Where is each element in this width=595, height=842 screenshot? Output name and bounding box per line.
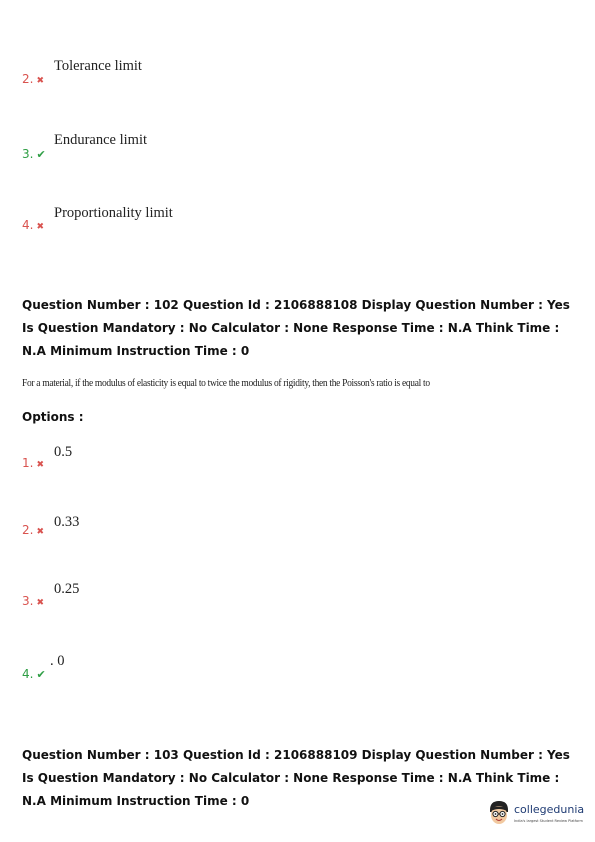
question-102-header: Question Number : 102 Question Id : 2106888108 Display Question Number : Yes Is Question Mandatory : No Calculator : None Response Time : N.A Think Time : N.A Minimum Instruction Time : 0 (22, 298, 570, 358)
check-mark-icon: ✔ (36, 148, 46, 161)
option-number: 3. ✖ (22, 594, 44, 608)
option-text: . 0 (50, 653, 65, 669)
option-number: 4. ✖ (22, 218, 44, 232)
option-text: Proportionality limit (54, 205, 173, 221)
logo-tagline: India's largest Student Review Platform (514, 819, 583, 823)
option-text: 0.5 (54, 444, 73, 460)
question-102-text: For a material, if the modulus of elasticity is equal to twice the modulus of rigidity, then the Poisson's ratio is equal to (22, 377, 430, 389)
logo-wordmark: collegedunia (514, 803, 585, 816)
option-number: 4. ✔ (22, 667, 46, 681)
check-mark-icon: ✔ (36, 668, 46, 681)
option-text: 0.25 (54, 581, 80, 597)
wrong-mark-icon: ✖ (36, 76, 44, 86)
wrong-mark-icon: ✖ (36, 598, 44, 608)
mascot-icon (487, 800, 511, 828)
option-text: 0.33 (54, 514, 80, 530)
collegedunia-logo (487, 800, 592, 830)
option-number: 3. ✔ (22, 147, 46, 161)
question-103-header: Question Number : 103 Question Id : 2106888109 Display Question Number : Yes Is Question Mandatory : No Calculator : None Response Time : N.A Think Time : N.A Minimum Instruction Time : 0 (22, 748, 570, 808)
wrong-mark-icon: ✖ (36, 222, 44, 232)
options-label: Options : (22, 410, 84, 424)
wrong-mark-icon: ✖ (36, 527, 44, 537)
wrong-mark-icon: ✖ (36, 460, 44, 470)
option-text: Tolerance limit (54, 58, 142, 74)
option-text: Endurance limit (54, 132, 148, 148)
option-number: 2. ✖ (22, 523, 44, 537)
option-number: 1. ✖ (22, 456, 44, 470)
option-number: 2. ✖ (22, 72, 44, 86)
